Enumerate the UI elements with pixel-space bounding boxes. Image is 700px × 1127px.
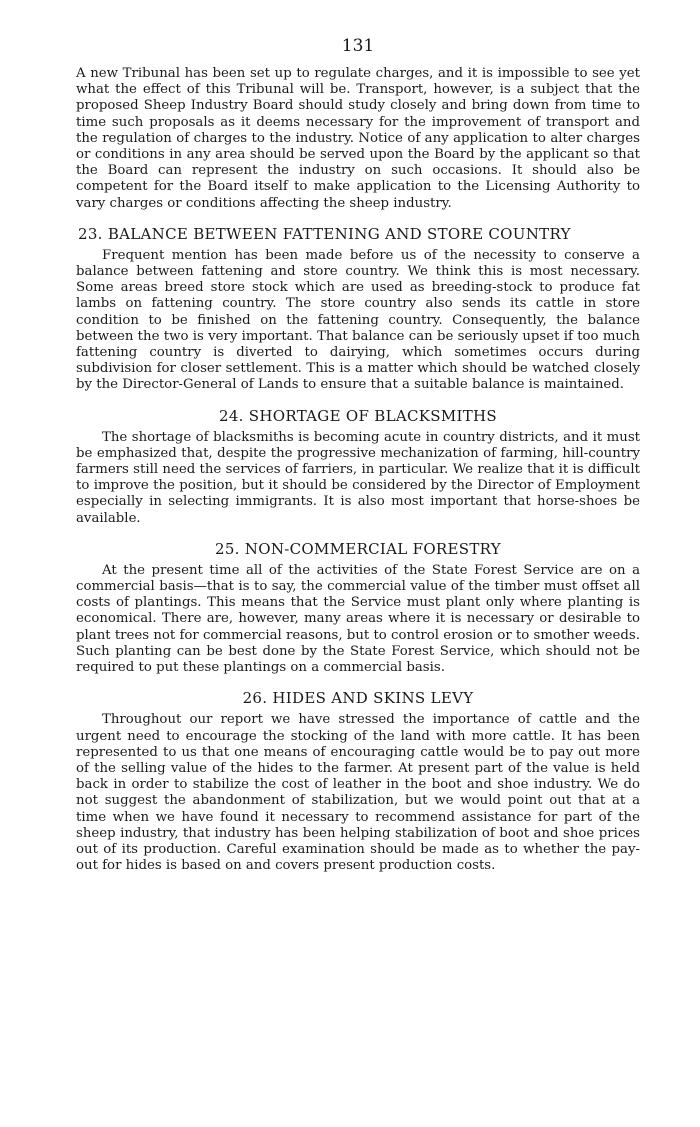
section-heading-25: 25. NON-COMMERCIAL FORESTRY xyxy=(214,539,501,558)
page-number: 131 xyxy=(341,36,375,56)
section-heading-23: 23. BALANCE BETWEEN FATTENING AND STORE COUNTRY xyxy=(78,224,571,243)
section-heading-26: 26. HIDES AND SKINS LEVY xyxy=(242,689,474,708)
section-body-25: At the present time all of the activities of the State Forest Service are on a commercial basis—that is to say, the commercial value of the timber must offset all costs of plantings. This means that the Service must plant only where planting is economical. There are, however, many areas where it is necessary or desirable to plant trees not for commercial reasons, but to control erosion or to smother weeds. Such planting can be best done by the State Forest Service, which should not be required to put these plantings on a commercial basis. xyxy=(76,562,640,676)
section-heading-24: 24. SHORTAGE OF BLACKSMITHS xyxy=(218,406,498,425)
section-body-26: Throughout our report we have stressed the importance of cattle and the urgent need to encourage the stocking of the land with more cattle. It has been represented to us that one means of encouraging cattle would be to pay out more of the selling value of the hides to the farmer. At present part of the value is held back in order to stabilize the cost of leather in the boot and shoe industry. We do not suggest the abandonment of stabilization, but we would point out that at a time when we have found it necessary to recommend assistance for part of the sheep industry, that industry has been helping stabilization of boot and shoe prices out of its production. Careful examination should be made as to whether the pay-out for hides is based on and covers present production costs. xyxy=(76,712,640,874)
section-body-23: Frequent mention has been made before us of the necessity to conserve a balance between fattening and store country. We think this is most necessary. Some areas breed store stock which are used as breeding-stock to produce fat lambs on fattening country. The store country also sends its cattle in store condition to be finished on the fattening country. Consequently, the balance between the two is very important. That balance can be seriously upset if too much fattening country is diverted to dairying, which sometimes occurs during subdivision for closer settlement. This is a matter which should be watched closely by the Director-General of Lands to ensure that a suitable balance is maintained. xyxy=(76,247,640,393)
intro-paragraph: A new Tribunal has been set up to regulate charges, and it is impossible to see yet what the effect of this Tribunal will be. Transport, however, is a subject that the proposed Sheep Industry Board should study closely and bring down from time to time such proposals as it deems necessary for the improvement of transport and the regulation of charges to the industry. Notice of any application to alter charges or conditions in any area should be served upon the Board by the applicant so that the Board can represent the industry on such occasions. It should also be competent for the Board itself to make application to the Licensing Authority to vary charges or conditions affecting the sheep industry. xyxy=(76,66,640,211)
section-body-24: The shortage of blacksmiths is becoming acute in country districts, and it must be emphasized that, despite the progressive mechanization of farming, hill-country farmers still need the services of farriers, in particular. We realize that it is difficult to improve the position, but it should be considered by the Director of Employment especially in selecting immigrants. It is also most important that horse-shoes be available. xyxy=(76,429,640,526)
